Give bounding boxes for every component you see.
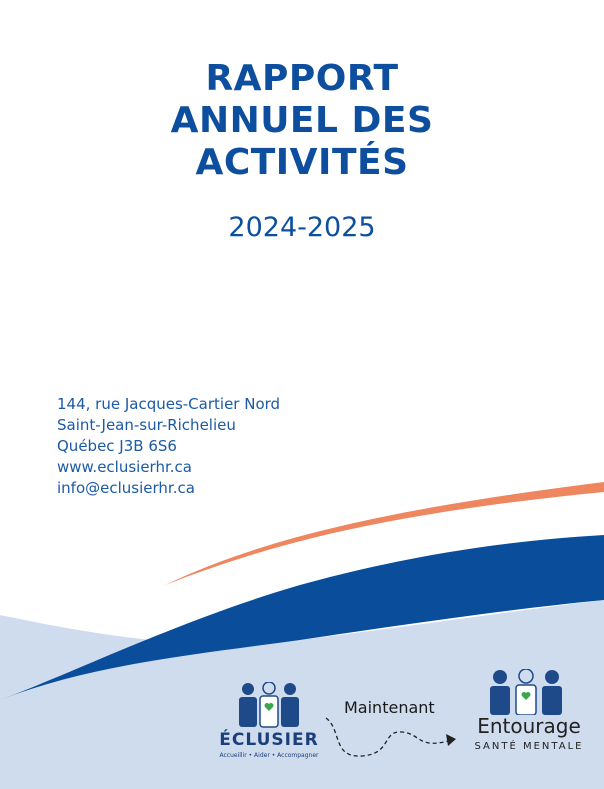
eclusier-name: ÉCLUSIER [219,730,319,750]
address-province-postal: Québec J3B 6S6 [57,437,177,455]
title-line-3: ACTIVITÉS [195,142,409,183]
email-link[interactable]: info@eclusierhr.ca [57,479,195,497]
entourage-name: Entourage [477,714,581,738]
address-street: 144, rue Jacques-Cartier Nord [57,395,281,413]
entourage-logo-icon [488,669,564,715]
dashed-arrow-icon [322,710,462,770]
eclusier-tagline: Accueillir • Aider • Accompagner [219,752,319,759]
title-line-1: RAPPORT [205,58,399,99]
transition-label: Maintenant [344,698,435,717]
report-year: 2024-2025 [228,212,376,243]
address-city: Saint-Jean-sur-Richelieu [57,416,236,434]
website-link[interactable]: www.eclusierhr.ca [57,458,192,476]
report-title [0,58,604,184]
eclusier-logo-icon [236,682,302,728]
contact-block [57,394,280,499]
title-line-2: ANNUEL DES [170,100,434,141]
entourage-tagline: SANTÉ MENTALE [474,741,584,752]
